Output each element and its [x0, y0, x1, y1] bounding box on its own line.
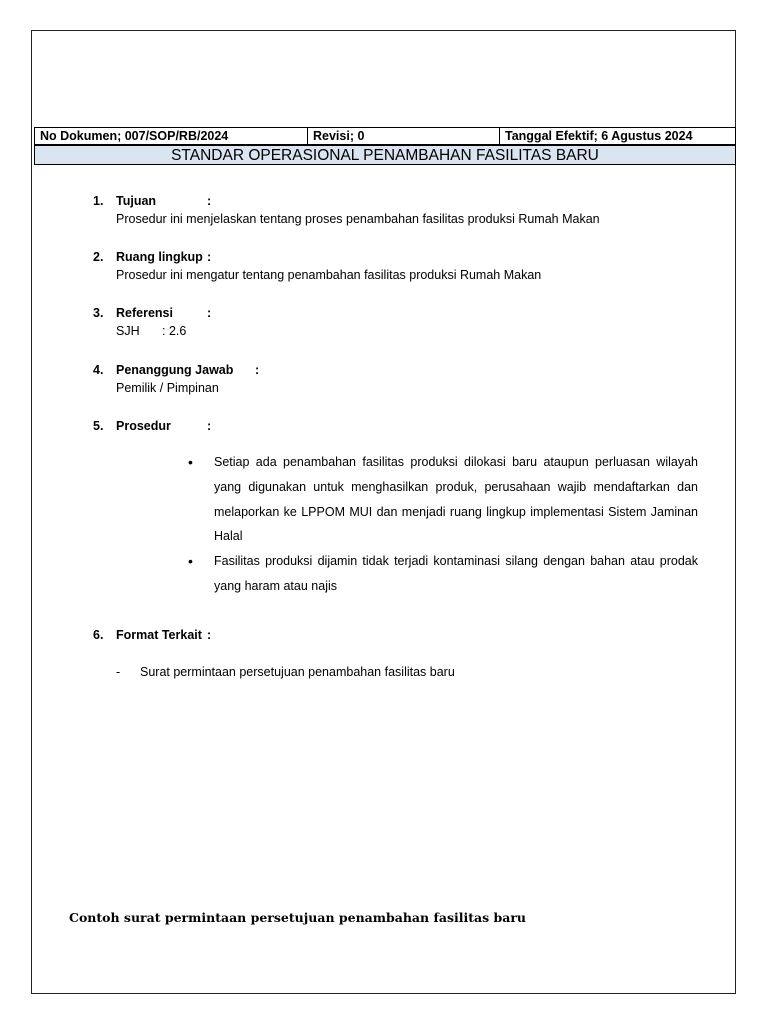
section-number: 2.: [93, 250, 104, 264]
section-number: 3.: [93, 306, 104, 320]
footer-caption: Contoh surat permintaan persetujuan penambahan fasilitas baru: [69, 910, 527, 925]
section-label: Prosedur: [116, 419, 171, 433]
dash-icon: -: [116, 665, 121, 679]
bullet-icon: •: [188, 553, 193, 570]
bullet-icon: •: [188, 454, 193, 470]
effective-date: Tanggal Efektif; 6 Agustus 2024: [500, 128, 736, 145]
document-title: STANDAR OPERASIONAL PENAMBAHAN FASILITAS BARU: [34, 145, 736, 165]
section-number: 1.: [93, 194, 104, 208]
section-penanggung-jawab: [93, 361, 703, 398]
section-tujuan: [93, 192, 703, 229]
document-header-row: [35, 128, 736, 145]
section-number: 5.: [93, 419, 104, 433]
section-colon: :: [207, 306, 212, 320]
format-item-text: Surat permintaan persetujuan penambahan fasilitas baru: [140, 665, 455, 679]
section-colon: :: [207, 419, 212, 433]
document-header-table: [34, 127, 736, 145]
revision-number: Revisi; 0: [308, 128, 500, 145]
bullet-item: [188, 549, 698, 599]
section-format-terkait: [93, 626, 703, 644]
bullet-text: Setiap ada penambahan fasilitas produksi dilokasi baru ataupun perluasan wilayah yang digunakan untuk menghasilkan produk, perusahaan wajib mendaftarkan dan melaporkan ke LPPOM MUI dan menjadi ruang lingkup implementasi Sistem Jaminan Halal: [214, 455, 698, 544]
section-label: Referensi: [116, 306, 173, 320]
section-label: Tujuan: [116, 194, 157, 208]
section-body: Prosedur ini menjelaskan tentang proses penambahan fasilitas produksi Rumah Makan: [116, 212, 600, 226]
section-prosedur: [93, 417, 703, 435]
format-list: [116, 662, 455, 682]
procedure-bullet-list: [188, 450, 698, 599]
reference-value: : 2.6: [162, 324, 187, 338]
bullet-item: [188, 450, 698, 549]
section-label: Format Terkait: [116, 628, 202, 642]
section-label: Penanggung Jawab: [116, 363, 234, 377]
bullet-text: Fasilitas produksi dijamin tidak terjadi kontaminasi silang dengan bahan atau prodak yang haram atau najis: [214, 554, 698, 593]
section-colon: :: [207, 250, 212, 264]
document-number: No Dokumen; 007/SOP/RB/2024: [35, 128, 308, 145]
section-colon: :: [255, 363, 260, 377]
section-body: Pemilik / Pimpinan: [116, 381, 219, 395]
section-number: 6.: [93, 628, 104, 642]
section-number: 4.: [93, 363, 104, 377]
reference-code: SJH: [116, 324, 140, 338]
section-body: Prosedur ini mengatur tentang penambahan fasilitas produksi Rumah Makan: [116, 268, 542, 282]
section-label: Ruang lingkup: [116, 250, 203, 264]
section-body: [116, 322, 703, 341]
section-referensi: [93, 304, 703, 341]
section-colon: :: [207, 628, 212, 642]
section-colon: :: [207, 194, 212, 208]
format-item: [116, 662, 455, 682]
section-ruang-lingkup: [93, 248, 703, 285]
